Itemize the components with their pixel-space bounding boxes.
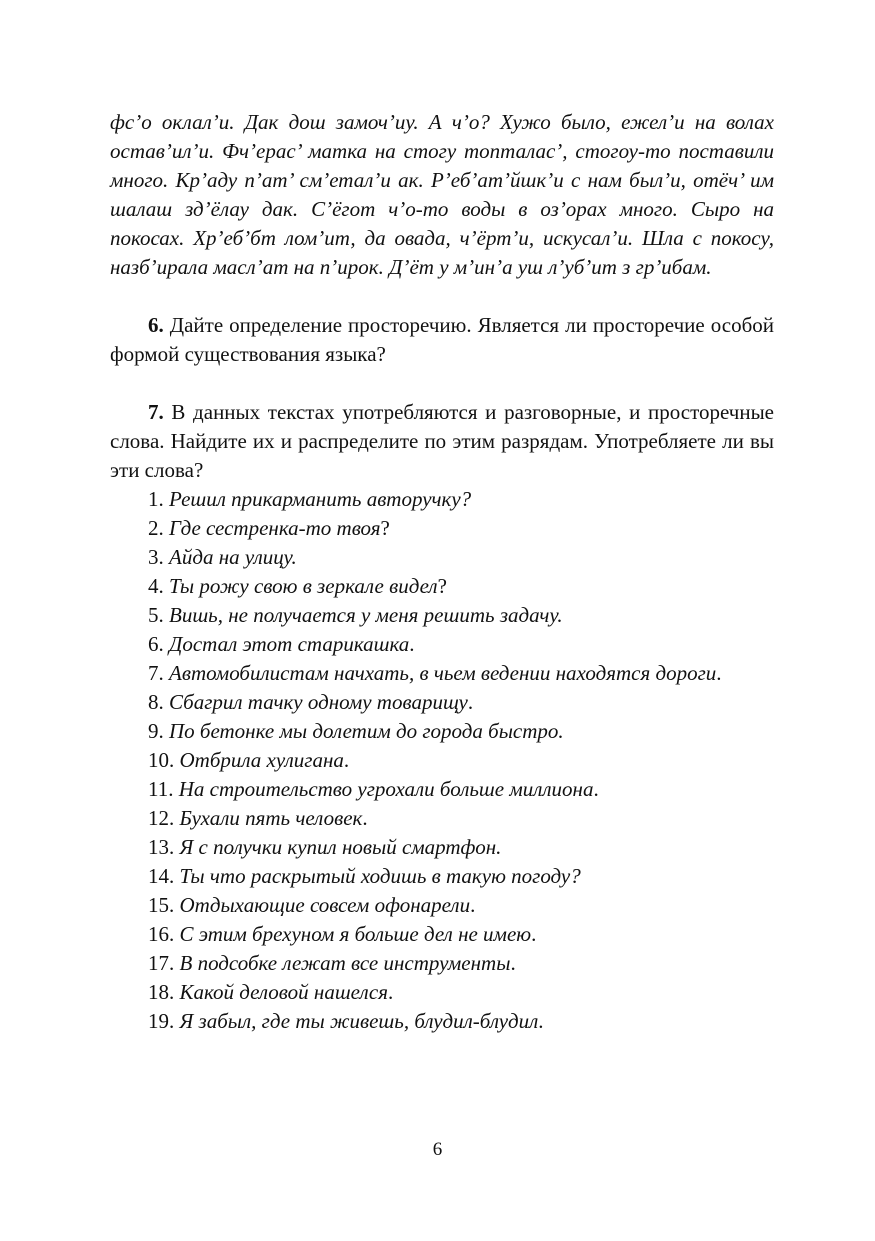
task-7-number: 7. <box>148 400 164 424</box>
task-6-text: Дайте определение просторечию. Является ли просторечие особой формой существования языка? <box>110 313 774 366</box>
list-item <box>110 601 774 630</box>
list-item <box>110 920 774 949</box>
list-item <box>110 804 774 833</box>
item-number: 13. <box>148 835 175 859</box>
item-number: 8. <box>148 690 164 714</box>
item-tail: . <box>362 806 368 830</box>
item-text: На строительство угрохали больше миллиона <box>178 777 594 801</box>
item-tail: . <box>510 951 516 975</box>
list-item <box>110 485 774 514</box>
item-text: С этим брехуном я больше дел не имею <box>179 922 532 946</box>
page-number: 6 <box>432 1139 443 1160</box>
item-number: 16. <box>148 922 175 946</box>
item-tail: . <box>409 632 415 656</box>
dialect-text: фс’о оклал’и. Дак дош замоч’иу. А ч’о? Хужо было, ежел’и на волах остав’ил’и. Фч’ерас’ матка на стогу топталас’, стогоу-то поставили много. Кр’аду п’ат’ см’етал’и ак. Р’еб’ат’йшк’и с нам был’и, отёч’ им шалаш зд’ёлау дак. С’ёгот ч’о-то воды в оз’орах много. Сыро на покосах. Хр’еб’бт лом’ит, да овада, ч’ёрт’и, искусал’и. Шла с покосу, назб’ирала масл’ат на п’ирок. Д’ёт у м’ин’а уш л’уб’ит з гр’ибам. <box>110 110 774 279</box>
item-text: Какой деловой нашелся <box>179 980 388 1004</box>
item-text: Отбрила хулигана <box>179 748 344 772</box>
item-tail: . <box>538 1009 544 1033</box>
list-item <box>110 717 774 746</box>
item-text: Отдыхающие совсем офонарели <box>179 893 471 917</box>
list-item <box>110 543 774 572</box>
item-number: 11. <box>148 777 174 801</box>
item-number: 6. <box>148 632 164 656</box>
item-number: 5. <box>148 603 164 627</box>
item-text: Где сестренка-то твоя <box>169 516 381 540</box>
page-content <box>110 108 774 1036</box>
item-text: Ты что раскрытый ходишь в такую погоду? <box>179 864 581 888</box>
item-text: Сбагрил тачку одному товарищу <box>169 690 468 714</box>
item-number: 4. <box>148 574 164 598</box>
item-text: Я забыл, где ты живешь, блудил-блудил <box>179 1009 539 1033</box>
list-item <box>110 891 774 920</box>
list-item <box>110 746 774 775</box>
item-text: Ты рожу свою в зеркале видел <box>169 574 438 598</box>
item-text: Вишь, не получается у меня решить задачу. <box>169 603 563 627</box>
item-number: 14. <box>148 864 175 888</box>
item-text: Решил прикарманить авторучку? <box>169 487 472 511</box>
item-text: По бетонке мы долетим до города быстро. <box>169 719 564 743</box>
item-number: 15. <box>148 893 175 917</box>
item-tail: . <box>531 922 537 946</box>
task-6 <box>110 311 774 369</box>
item-tail: . <box>716 661 722 685</box>
list-item <box>110 572 774 601</box>
list-item <box>110 978 774 1007</box>
item-tail: . <box>343 748 350 772</box>
item-text: Я с получки купил новый смартфон. <box>179 835 502 859</box>
item-tail: ? <box>380 516 390 540</box>
item-tail: . <box>593 777 599 801</box>
task-7-text: В данных текстах употребляются и разговорные, и просторечные слова. Найдите их и распределите по этим разрядам. Употребляете ли вы эти слова? <box>110 400 775 482</box>
list-item <box>110 862 774 891</box>
item-text: Автомобилистам начхать, в чьем ведении находятся дороги <box>169 661 717 685</box>
item-number: 10. <box>148 748 175 772</box>
list-item <box>110 659 774 688</box>
list-item <box>110 833 774 862</box>
item-text: Бухали пять человек <box>179 806 363 830</box>
list-item <box>110 630 774 659</box>
item-number: 17. <box>148 951 175 975</box>
item-tail: . <box>387 980 394 1004</box>
item-tail: ? <box>437 574 447 598</box>
item-number: 19. <box>148 1009 175 1033</box>
item-number: 18. <box>148 980 175 1004</box>
item-text: Айда на улицу. <box>169 545 297 569</box>
list-item <box>110 514 774 543</box>
item-tail: . <box>467 690 474 714</box>
item-number: 1. <box>148 487 164 511</box>
sentence-list <box>110 485 774 1036</box>
task-6-number: 6. <box>148 313 164 337</box>
list-item <box>110 949 774 978</box>
item-number: 3. <box>148 545 164 569</box>
list-item <box>110 1007 774 1036</box>
item-number: 9. <box>148 719 164 743</box>
item-tail: . <box>470 893 476 917</box>
list-item <box>110 775 774 804</box>
item-number: 7. <box>148 661 164 685</box>
list-item <box>110 688 774 717</box>
item-text: В подсобке лежат все инструменты <box>179 951 511 975</box>
item-number: 12. <box>148 806 175 830</box>
item-text: Достал этот старикашка <box>169 632 410 656</box>
item-number: 2. <box>148 516 164 540</box>
task-7 <box>110 398 774 485</box>
